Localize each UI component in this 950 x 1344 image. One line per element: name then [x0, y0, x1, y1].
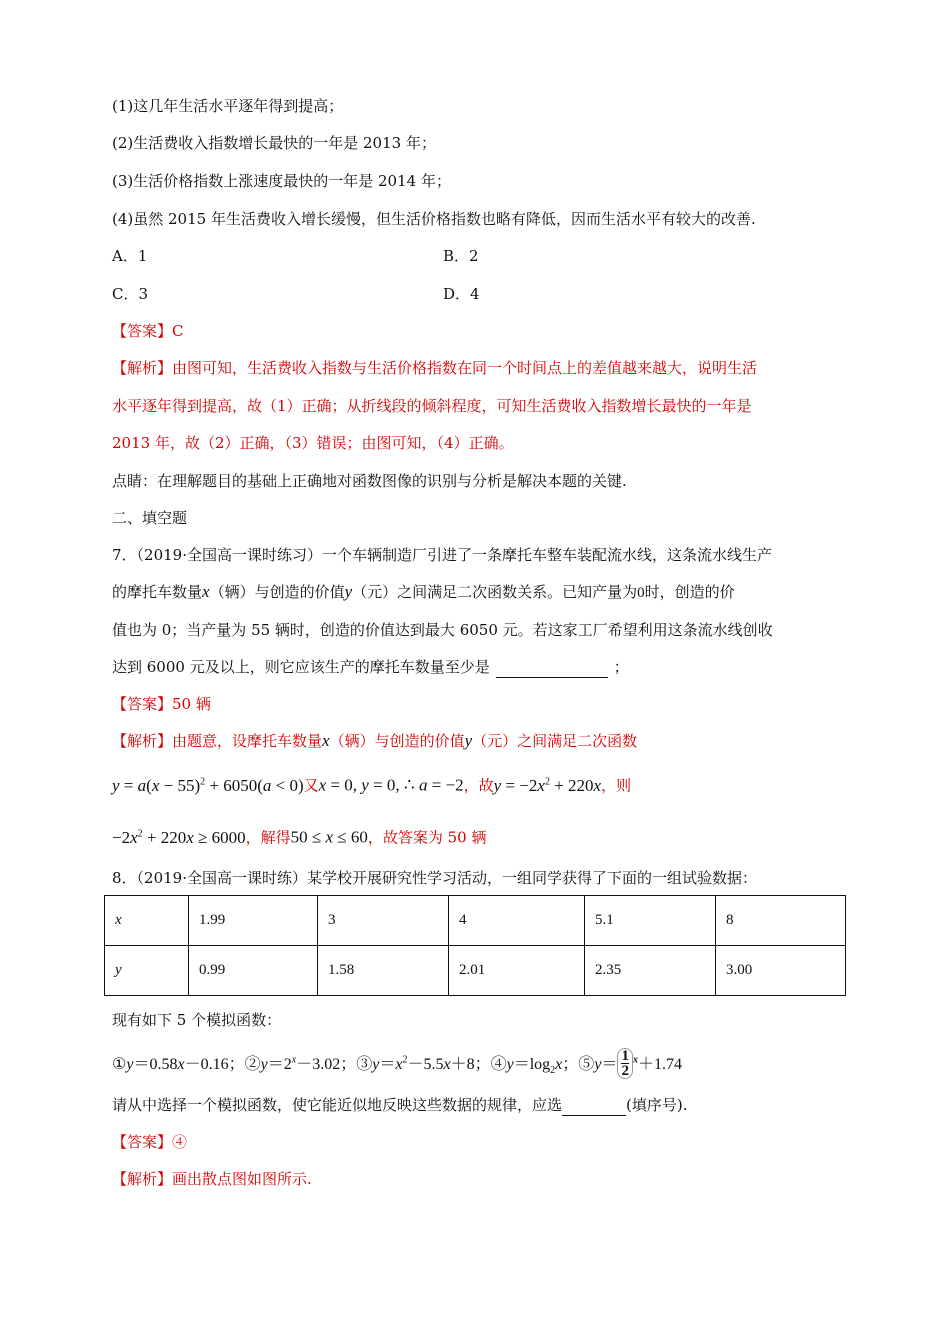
table-cell: y [105, 946, 189, 996]
function-3: $③y=x^2-5.5x+8$； [356, 1054, 491, 1074]
data-table [104, 895, 846, 996]
var-y: y [464, 731, 473, 750]
q8-question [112, 1095, 688, 1116]
formula-vertex-form: $y = a(x - 55)^2 + 6050(a < 0)$ [112, 775, 304, 795]
var-x: x [202, 582, 210, 601]
table-cell: x [105, 896, 189, 946]
q7-line-2 [112, 582, 735, 603]
table-cell: 8 [716, 896, 846, 946]
analysis-tag: 【解析】 [112, 359, 173, 377]
option-c: C．3 [112, 285, 149, 303]
analysis-tag: 【解析】 [112, 1170, 173, 1188]
q8-intro: 现有如下 5 个模拟函数： [112, 1011, 282, 1029]
analysis-text: ，则 [601, 776, 632, 795]
table-cell: 1.99 [189, 896, 318, 946]
function-1: ①y＝0.58x－0.16； [112, 1056, 245, 1074]
q7-line-3: 值也为 0；当产量为 55 辆时，创造的价值达到最大 6050 元。若这家工厂希望利用这条流水线创收 [112, 621, 773, 639]
formula-function: $y = -2x^2 + 220x$ [493, 775, 602, 795]
q7-line-4 [112, 657, 629, 678]
section-title: 二、填空题 [112, 509, 188, 527]
answer-value: C [172, 322, 184, 340]
analysis-text: 由图可知，生活费收入指数与生活价格指数在同一个时间点上的差值越来越大，说明生活 [172, 359, 758, 377]
q7-zero: 0 [637, 585, 645, 601]
answer-blank[interactable] [496, 657, 608, 678]
q7-analysis-line-3 [112, 824, 487, 848]
analysis-text: ，解得 [245, 828, 291, 847]
q7-text: （元）之间满足二次函数关系。已知产量为 [352, 583, 638, 601]
table-cell: 4 [449, 896, 585, 946]
table-cell: 3.00 [716, 946, 846, 996]
analysis-text: 又 [303, 776, 319, 795]
q6-analysis-line-3: 2013 年，故（2）正确，（3）错误；由图可知，（4）正确。 [112, 434, 514, 452]
function-5: ⑤y＝ $\frac{1}{2}$ $^x$＋1.74 [578, 1048, 682, 1079]
var-y: y [344, 582, 353, 601]
answer-value: ④ [172, 1133, 188, 1151]
statement-4: (4)虽然 2015 年生活费收入增长缓慢，但生活价格指数也略有降低，因而生活水平有较大的改善. [112, 210, 756, 228]
formula-inequality: $-2x^2 + 220x \ge 6000$ [112, 827, 246, 847]
analysis-text: （辆）与创造的价值 [329, 732, 465, 750]
formula-solution: 50 ≤ x ≤ 60 [290, 827, 368, 847]
q7-text: （辆）与创造的价值 [209, 583, 345, 601]
answer-tag: 【答案】 [112, 1133, 173, 1151]
table-cell: 5.1 [585, 896, 716, 946]
table-row [105, 946, 846, 996]
analysis-text: ，故 [463, 776, 494, 795]
statement-3: (3)生活价格指数上涨速度最快的一年是 2014 年； [112, 172, 451, 190]
analysis-text: （元）之间满足二次函数 [472, 732, 638, 750]
var-x: x [322, 731, 330, 750]
q7-line-1: 7．（2019·全国高一课时练习）一个车辆制造厂引进了一条摩托车整车装配流水线，这条流水线生产 [112, 546, 772, 564]
answer-tag: 【答案】 [112, 695, 173, 713]
answer-blank[interactable] [562, 1095, 626, 1116]
q8-text: 请从中选择一个模拟函数，使它能近似地反映这些数据的规律，应选 [112, 1096, 563, 1114]
q7-text: 的摩托车数量 [112, 583, 203, 601]
analysis-text: ，故答案为 50 辆 [367, 828, 487, 847]
q6-note: 点睛：在理解题目的基础上正确地对函数图像的识别与分析是解决本题的关键. [112, 472, 627, 490]
statement-1: (1)这几年生活水平逐年得到提高； [112, 97, 344, 115]
q7-analysis-line-1 [112, 731, 637, 751]
fraction-one-half: $\frac{1}{2}$ [617, 1048, 633, 1079]
q6-analysis-line-1 [112, 358, 757, 378]
option-a: A．1 [112, 247, 148, 265]
analysis-text: 由题意，设摩托车数量 [172, 732, 323, 750]
q7-text: 时，创造的价 [644, 583, 735, 601]
q7-answer [112, 694, 211, 714]
q8-analysis [112, 1169, 312, 1189]
q7-analysis-line-2 [112, 772, 631, 796]
formula-condition: x = 0, y = 0, ∴ a = −2 [318, 775, 464, 795]
q8-line-1: 8．（2019·全国高一课时练）某学校开展研究性学习活动，一组同学获得了下面的一组试验数据： [112, 869, 757, 887]
q6-analysis-line-2: 水平逐年得到提高，故（1）正确；从折线段的倾斜程度，可知生活费收入指数增长最快的一年是 [112, 397, 752, 415]
option-b: B．2 [443, 247, 479, 265]
analysis-text: 画出散点图如图所示. [172, 1170, 312, 1188]
table-cell: 3 [318, 896, 449, 946]
q8-text: (填序号). [626, 1096, 688, 1114]
answer-value: 50 辆 [172, 695, 211, 713]
analysis-tag: 【解析】 [112, 732, 173, 750]
table-cell: 0.99 [189, 946, 318, 996]
q6-answer [112, 321, 184, 341]
table-cell: 2.35 [585, 946, 716, 996]
function-4: $④y=\log_2x$； [490, 1056, 579, 1077]
q8-answer [112, 1132, 187, 1152]
option-d: D．4 [443, 285, 480, 303]
table-row [105, 896, 846, 946]
statement-2: (2)生活费收入指数增长最快的一年是 2013 年； [112, 134, 436, 152]
answer-tag: 【答案】 [112, 322, 173, 340]
q8-functions [112, 1050, 682, 1081]
table-cell: 1.58 [318, 946, 449, 996]
table-cell: 2.01 [449, 946, 585, 996]
q7-text: 达到 6000 元及以上，则它应该生产的摩托车数量至少是 [112, 658, 490, 676]
function-2: $②y=2^x-3.02$； [244, 1054, 357, 1074]
q7-text: ； [613, 658, 629, 676]
